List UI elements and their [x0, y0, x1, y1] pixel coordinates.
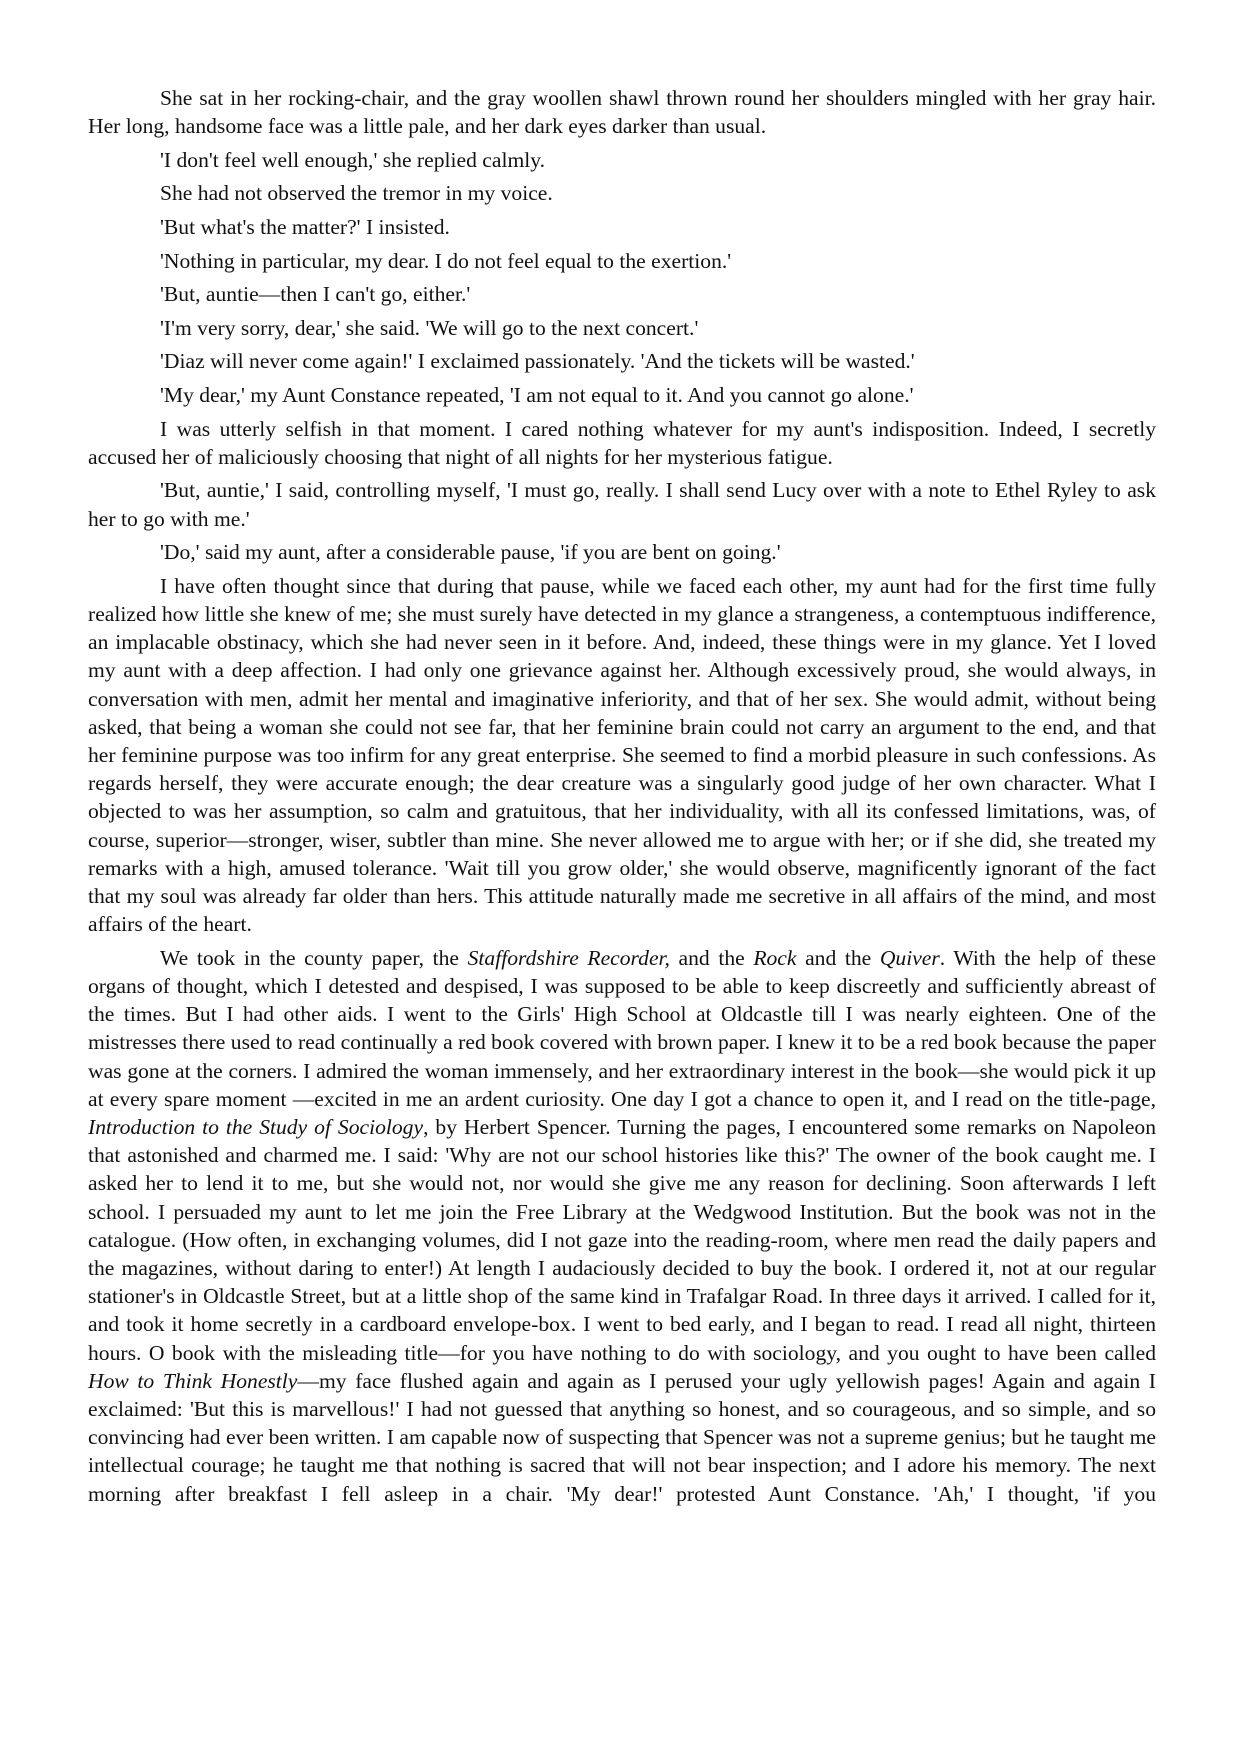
paragraph: She sat in her rocking-chair, and the gray woollen shawl thrown round her shoulders mingled with her gray hair. Her long, handsome face was a little pale, and her dark eyes darker than usual. [88, 86, 1156, 139]
paragraph: 'But, auntie,' I said, controlling myself, 'I must go, really. I shall send Lucy over with a note to Ethel Ryley to ask her to go with me.' [88, 478, 1156, 531]
text-run: and the [669, 945, 754, 970]
paragraph: 'I don't feel well enough,' she replied calmly. [160, 147, 546, 172]
paragraph: She had not observed the tremor in my voice. [160, 181, 553, 206]
italic-title: Quiver [879, 945, 940, 970]
text-run: and the [796, 945, 880, 970]
paragraph: 'Nothing in particular, my dear. I do not feel equal to the exertion.' [160, 248, 732, 273]
italic-title: Introduction to the Study of Sociology [88, 1114, 424, 1139]
paragraph: 'My dear,' my Aunt Constance repeated, 'I am not equal to it. And you cannot go alone.' [160, 382, 914, 407]
paragraph: 'Do,' said my aunt, after a considerable pause, 'if you are bent on going.' [160, 540, 781, 565]
italic-title: How to Think Honestly [88, 1368, 298, 1393]
italic-title: Staffordshire Recorder, [467, 945, 670, 970]
text-run: . With the help of these organs of thought, which I detested and despised, I was supposed to be able to keep discreetly and sufficiently abreast of the times. But I had other aids. I went to the Girls' High School at Oldcastle till I was nearly eighteen. One of the mistresses there used to read continually a red book covered with brown paper. I knew it to be a red book because the paper was gone at the corners. I admired the woman immensely, and her extraordinary interest in the book—she would pick it up at every spare moment —excited in me an ardent curiosity. One day I got a chance to open it, and I read on the title-page, [88, 945, 1157, 1111]
paragraph: 'Diaz will never come again!' I exclaimed passionately. 'And the tickets will be wasted.' [160, 349, 915, 374]
paragraph [88, 944, 1156, 1508]
paragraph: I was utterly selfish in that moment. I cared nothing whatever for my aunt's indisposition. Indeed, I secretly accused her of maliciously choosing that night of all nights for her mysterious fatigue. [88, 416, 1156, 469]
paragraph: 'But, auntie—then I can't go, either.' [160, 282, 471, 307]
paragraph: I have often thought since that during that pause, while we faced each other, my aunt had for the first time fully realized how little she knew of me; she must surely have detected in my glance a strangeness, a contemptuous indifference, an implacable obstinacy, which she had never seen in it before. And, indeed, these things were in my glance. Yet I loved my aunt with a deep affection. I had only one grievance against her. Although excessively proud, she would always, in conversation with men, admit her mental and imaginative inferiority, and that of her sex. She would admit, without being asked, that being a woman she could not see far, that her feminine brain could not carry an argument to the end, and that her feminine purpose was too infirm for any great enterprise. She seemed to find a morbid pleasure in such confessions. As regards herself, they were accurate enough; the dear creature was a singularly good judge of her own character. What I objected to was her assumption, so calm and gratuitous, that her individuality, with all its confessed limitations, was, of course, superior—stronger, wiser, subtler than mine. She never allowed me to argue with her; or if she did, she treated my remarks with a high, amused tolerance. 'Wait till you grow older,' she would observe, magnificently ignorant of the fact that my soul was already far older than hers. This attitude naturally made me secretive in all affairs of the mind, and most affairs of the heart. [88, 573, 1156, 937]
paragraph: 'But what's the matter?' I insisted. [160, 214, 450, 239]
italic-title: Rock [753, 945, 797, 970]
document-page [88, 84, 1156, 1508]
text-run: We took in the county paper, the [160, 945, 468, 970]
text-run: , by Herbert Spencer. Turning the pages, I encountered some remarks on Napoleon that astonished and charmed me. I said: 'Why are not our school histories like this?' The owner of the book caught me. I asked her to lend it to me, but she would not, nor would she give me any reason for declining. Soon afterwards I left school. I persuaded my aunt to let me join the Free Library at the Wedgwood Institution. But the book was not in the catalogue. (How often, in exchanging volumes, did I not gaze into the reading-room, where men read the daily papers and the magazines, without daring to enter!) At length I audaciously decided to buy the book. I ordered it, not at our regular stationer's in Oldcastle Street, but at a little shop of the same kind in Trafalgar Road. In three days it arrived. I called for it, and took it home secretly in a cardboard envelope-box. I went to bed early, and I began to read. I read all night, thirteen hours. O book with the misleading title—for you have nothing to do with sociology, and you ought to have been called [88, 1114, 1156, 1365]
text-run: —my face flushed again and again as I perused your ugly yellowish pages! Again and again I exclaimed: 'But this is marvellous!' I had not guessed that anything so honest, and so courageous, and so simple, and so convincing had ever been written. I am capable now of suspecting that Spencer was not a supreme genius; but he taught me intellectual courage; he taught me that nothing is sacred that will not bear inspection; and I adore his memory. The next morning after breakfast I fell asleep in a chair. 'My dear!' protested Aunt Constance. 'Ah,' I thought, 'if you [88, 1368, 1156, 1506]
paragraph: 'I'm very sorry, dear,' she said. 'We will go to the next concert.' [160, 315, 699, 340]
